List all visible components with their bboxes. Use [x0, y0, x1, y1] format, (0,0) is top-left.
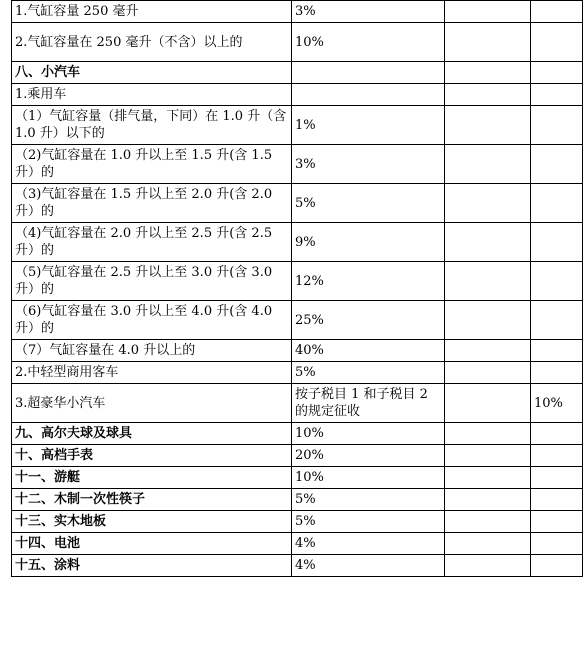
extra-rate-cell: [531, 262, 583, 301]
table-row: [12, 362, 583, 384]
table-row: [12, 1, 583, 23]
extra-rate-cell: [531, 362, 583, 384]
extra-rate-cell: [531, 184, 583, 223]
item-cell: 十四、电池: [12, 533, 292, 555]
item-cell: 1.乘用车: [12, 84, 292, 106]
rate-cell: 9%: [292, 223, 445, 262]
table-row: [12, 340, 583, 362]
extra-rate-cell: [531, 301, 583, 340]
table-row: [12, 467, 583, 489]
item-cell: 十三、实木地板: [12, 511, 292, 533]
rate-cell: 5%: [292, 511, 445, 533]
item-cell: 十、高档手表: [12, 445, 292, 467]
item-cell: 十五、涂料: [12, 555, 292, 577]
empty-cell: [445, 1, 531, 23]
table-row: [12, 533, 583, 555]
item-cell: （4)气缸容量在 2.0 升以上至 2.5 升(含 2.5 升）的: [12, 223, 292, 262]
extra-rate-cell: [531, 23, 583, 62]
item-cell: （1）气缸容量（排气量，下同）在 1.0 升（含 1.0 升）以下的: [12, 106, 292, 145]
extra-rate-cell: [531, 423, 583, 445]
table-row: [12, 511, 583, 533]
extra-rate-cell: [531, 223, 583, 262]
item-cell: 九、高尔夫球及球具: [12, 423, 292, 445]
rate-cell: 4%: [292, 555, 445, 577]
extra-rate-cell: [531, 340, 583, 362]
rate-cell: 25%: [292, 301, 445, 340]
extra-rate-cell: 10%: [531, 384, 583, 423]
extra-rate-cell: [531, 1, 583, 23]
empty-cell: [445, 223, 531, 262]
rate-cell: 12%: [292, 262, 445, 301]
empty-cell: [445, 555, 531, 577]
extra-rate-cell: [531, 62, 583, 84]
table-row: [12, 145, 583, 184]
item-cell: 十一、游艇: [12, 467, 292, 489]
empty-cell: [445, 145, 531, 184]
rate-cell: 40%: [292, 340, 445, 362]
empty-cell: [445, 23, 531, 62]
extra-rate-cell: [531, 533, 583, 555]
table-row: [12, 62, 583, 84]
rate-cell: 按子税目 1 和子税目 2 的规定征收: [292, 384, 445, 423]
extra-rate-cell: [531, 511, 583, 533]
rate-cell: [292, 84, 445, 106]
table-row: [12, 223, 583, 262]
empty-cell: [445, 62, 531, 84]
extra-rate-cell: [531, 467, 583, 489]
rate-cell: 3%: [292, 145, 445, 184]
rate-cell: 10%: [292, 467, 445, 489]
empty-cell: [445, 340, 531, 362]
extra-rate-cell: [531, 145, 583, 184]
table-row: [12, 23, 583, 62]
item-cell: 3.超豪华小汽车: [12, 384, 292, 423]
item-cell: 八、小汽车: [12, 62, 292, 84]
empty-cell: [445, 262, 531, 301]
item-cell: （7）气缸容量在 4.0 升以上的: [12, 340, 292, 362]
table-row: [12, 184, 583, 223]
table-row: [12, 384, 583, 423]
table-row: [12, 84, 583, 106]
rate-cell: 3%: [292, 1, 445, 23]
rate-cell: 4%: [292, 533, 445, 555]
rate-cell: 5%: [292, 362, 445, 384]
table-row: [12, 262, 583, 301]
rate-cell: 10%: [292, 23, 445, 62]
extra-rate-cell: [531, 84, 583, 106]
rate-cell: 20%: [292, 445, 445, 467]
empty-cell: [445, 301, 531, 340]
table-row: [12, 555, 583, 577]
extra-rate-cell: [531, 555, 583, 577]
empty-cell: [445, 423, 531, 445]
empty-cell: [445, 489, 531, 511]
item-cell: （6)气缸容量在 3.0 升以上至 4.0 升(含 4.0 升）的: [12, 301, 292, 340]
extra-rate-cell: [531, 445, 583, 467]
empty-cell: [445, 445, 531, 467]
table-row: [12, 423, 583, 445]
extra-rate-cell: [531, 106, 583, 145]
table-body: [12, 1, 583, 577]
item-cell: （5)气缸容量在 2.5 升以上至 3.0 升(含 3.0 升）的: [12, 262, 292, 301]
empty-cell: [445, 362, 531, 384]
table-row: [12, 301, 583, 340]
empty-cell: [445, 184, 531, 223]
empty-cell: [445, 511, 531, 533]
rate-cell: 10%: [292, 423, 445, 445]
item-cell: （2)气缸容量在 1.0 升以上至 1.5 升(含 1.5 升）的: [12, 145, 292, 184]
empty-cell: [445, 106, 531, 145]
empty-cell: [445, 384, 531, 423]
item-cell: 2.中轻型商用客车: [12, 362, 292, 384]
rate-cell: 5%: [292, 184, 445, 223]
rate-cell: [292, 62, 445, 84]
item-cell: 1.气缸容量 250 毫升: [12, 1, 292, 23]
item-cell: 2.气缸容量在 250 毫升（不含）以上的: [12, 23, 292, 62]
item-cell: 十二、木制一次性筷子: [12, 489, 292, 511]
rate-cell: 5%: [292, 489, 445, 511]
empty-cell: [445, 84, 531, 106]
rate-cell: 1%: [292, 106, 445, 145]
table-row: [12, 106, 583, 145]
tax-rate-table: [11, 0, 583, 577]
extra-rate-cell: [531, 489, 583, 511]
empty-cell: [445, 533, 531, 555]
empty-cell: [445, 467, 531, 489]
item-cell: （3)气缸容量在 1.5 升以上至 2.0 升(含 2.0 升）的: [12, 184, 292, 223]
table-row: [12, 445, 583, 467]
table-row: [12, 489, 583, 511]
